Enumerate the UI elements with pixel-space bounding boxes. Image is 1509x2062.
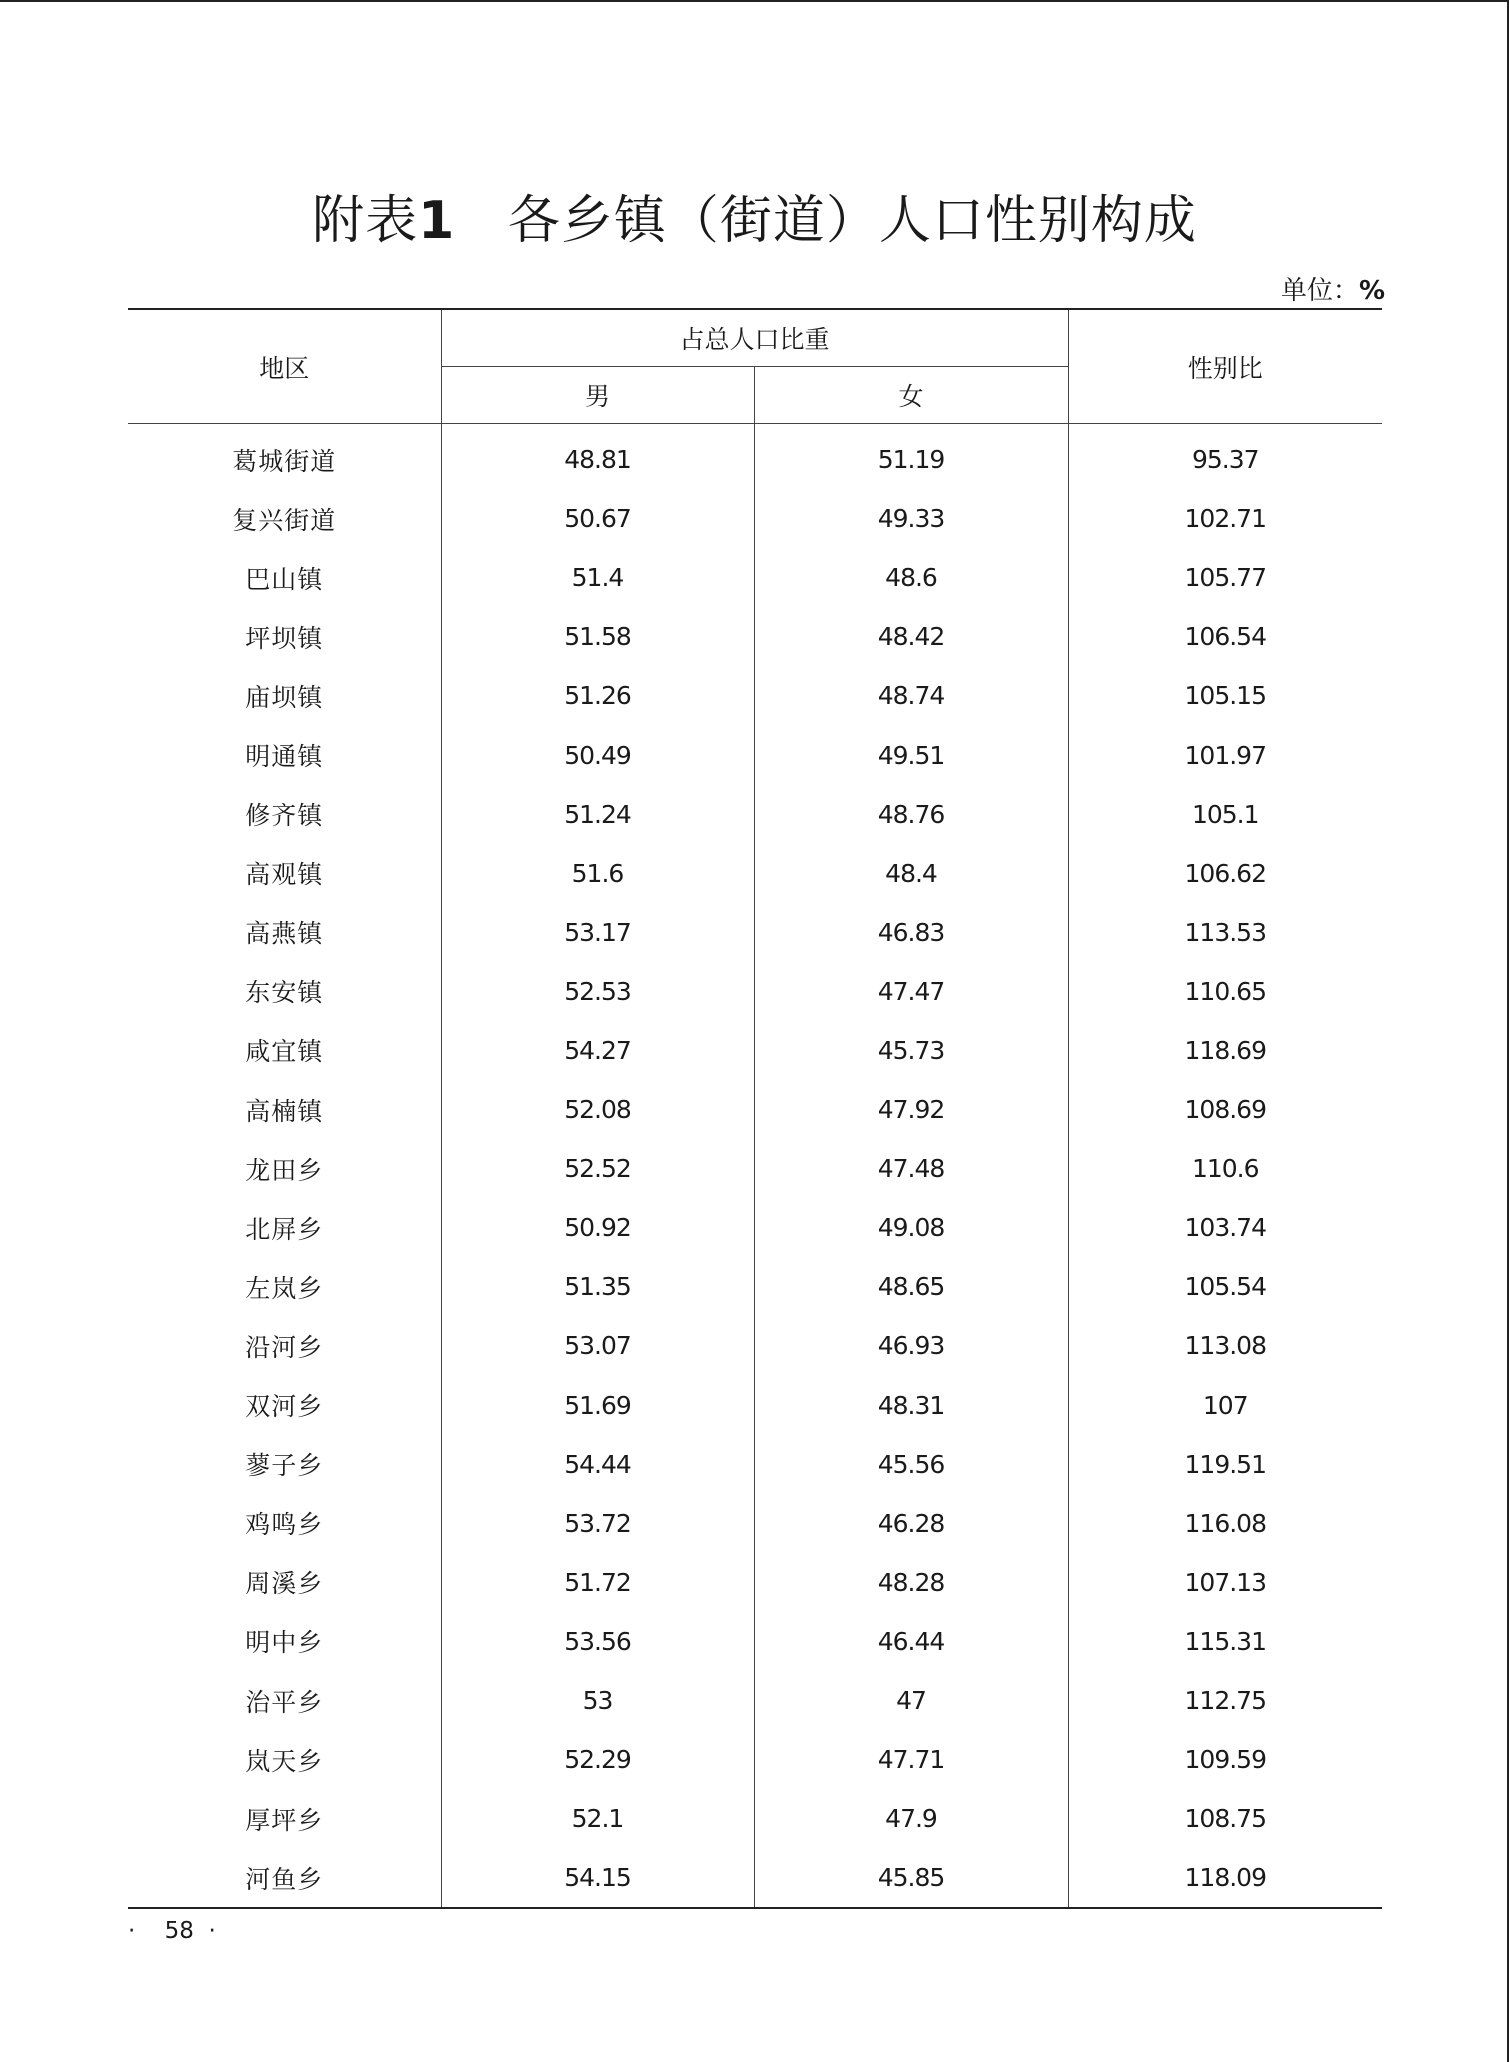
cell-region: 治平乡 — [245, 1687, 324, 1717]
unit-label-text: 单位： — [1280, 276, 1359, 306]
cell-male: 53.07 — [441, 1316, 754, 1375]
cell-male: 54.27 — [441, 1021, 754, 1080]
cell-region: 修齐镇 — [245, 801, 324, 831]
cell-female: 49.33 — [754, 489, 1068, 548]
cell-region: 巴山镇 — [245, 564, 324, 594]
cell-male: 50.49 — [441, 725, 754, 784]
cell-region: 高观镇 — [245, 860, 324, 890]
page-number-value: 58 — [164, 1918, 194, 1944]
title-text: 各乡镇（街道）人口性别构成 — [507, 191, 1197, 251]
table-body — [128, 424, 1382, 1909]
cell-female: 51.19 — [754, 424, 1068, 490]
cell-male: 51.72 — [441, 1553, 754, 1612]
cell-sex-ratio: 106.62 — [1068, 844, 1382, 903]
table-row — [128, 1139, 1382, 1198]
cell-region: 咸宜镇 — [245, 1037, 324, 1067]
cell-region: 龙田乡 — [245, 1155, 324, 1185]
cell-female: 48.4 — [754, 844, 1068, 903]
cell-region: 坪坝镇 — [245, 623, 324, 653]
table-row — [128, 607, 1382, 666]
cell-region: 葛城街道 — [232, 446, 337, 476]
cell-male: 51.26 — [441, 666, 754, 725]
cell-sex-ratio: 118.09 — [1068, 1848, 1382, 1908]
cell-male: 48.81 — [441, 424, 754, 490]
cell-female: 48.65 — [754, 1257, 1068, 1316]
cell-male: 54.44 — [441, 1435, 754, 1494]
cell-female: 47.47 — [754, 962, 1068, 1021]
cell-sex-ratio: 108.75 — [1068, 1789, 1382, 1848]
cell-female: 47.9 — [754, 1789, 1068, 1848]
table-row — [128, 1671, 1382, 1730]
cell-male: 51.58 — [441, 607, 754, 666]
cell-male: 52.29 — [441, 1730, 754, 1789]
table-row — [128, 1730, 1382, 1789]
cell-female: 49.08 — [754, 1198, 1068, 1257]
cell-region: 蓼子乡 — [245, 1451, 324, 1481]
cell-sex-ratio: 113.53 — [1068, 903, 1382, 962]
cell-female: 48.28 — [754, 1553, 1068, 1612]
table-row — [128, 666, 1382, 725]
cell-sex-ratio: 113.08 — [1068, 1316, 1382, 1375]
table-row — [128, 1021, 1382, 1080]
cell-region: 沿河乡 — [245, 1332, 324, 1362]
cell-sex-ratio: 105.15 — [1068, 666, 1382, 725]
cell-male: 52.08 — [441, 1080, 754, 1139]
cell-region: 高楠镇 — [245, 1096, 324, 1126]
cell-region: 河鱼乡 — [128, 1848, 441, 1908]
cell-region: 庙坝镇 — [245, 682, 324, 712]
cell-female: 48.42 — [754, 607, 1068, 666]
cell-female: 45.73 — [754, 1021, 1068, 1080]
table-row — [128, 1435, 1382, 1494]
title-prefix: 附表 — [312, 191, 419, 251]
cell-sex-ratio: 102.71 — [1068, 489, 1382, 548]
cell-sex-ratio: 116.08 — [1068, 1494, 1382, 1553]
table-row — [128, 1257, 1382, 1316]
cell-sex-ratio: 107 — [1068, 1376, 1382, 1435]
cell-female: 45.85 — [754, 1848, 1068, 1908]
cell-female: 48.74 — [754, 666, 1068, 725]
cell-region: 周溪乡 — [245, 1569, 324, 1599]
cell-sex-ratio: 103.74 — [1068, 1198, 1382, 1257]
table-row — [128, 785, 1382, 844]
cell-male: 51.35 — [441, 1257, 754, 1316]
header-region: 地区 — [128, 309, 441, 424]
table-row — [128, 962, 1382, 1021]
unit-value: % — [1358, 276, 1385, 306]
cell-female: 46.28 — [754, 1494, 1068, 1553]
table-row — [128, 903, 1382, 962]
cell-male: 52.53 — [441, 962, 754, 1021]
cell-region: 明中乡 — [245, 1628, 324, 1658]
cell-sex-ratio: 110.65 — [1068, 962, 1382, 1021]
cell-sex-ratio: 115.31 — [1068, 1612, 1382, 1671]
table-row — [128, 1198, 1382, 1257]
cell-region: 厚坪乡 — [245, 1805, 324, 1835]
cell-female: 46.44 — [754, 1612, 1068, 1671]
cell-region: 双河乡 — [245, 1392, 324, 1422]
cell-female: 48.31 — [754, 1376, 1068, 1435]
cell-female: 46.93 — [754, 1316, 1068, 1375]
cell-female: 47.92 — [754, 1080, 1068, 1139]
unit-label — [1281, 270, 1385, 307]
page-title — [0, 178, 1509, 253]
cell-region: 高燕镇 — [245, 919, 324, 949]
title-number: 1 — [418, 191, 456, 251]
cell-male: 51.69 — [441, 1376, 754, 1435]
cell-male: 53.72 — [441, 1494, 754, 1553]
cell-male: 52.52 — [441, 1139, 754, 1198]
cell-region: 明通镇 — [245, 742, 324, 772]
cell-female: 46.83 — [754, 903, 1068, 962]
cell-male: 50.92 — [441, 1198, 754, 1257]
table-row — [128, 1789, 1382, 1848]
table-row — [128, 725, 1382, 784]
cell-male: 50.67 — [441, 489, 754, 548]
cell-sex-ratio: 109.59 — [1068, 1730, 1382, 1789]
header-sex-ratio: 性别比 — [1068, 309, 1382, 424]
cell-female: 47.71 — [754, 1730, 1068, 1789]
cell-sex-ratio: 110.6 — [1068, 1139, 1382, 1198]
cell-female: 48.76 — [754, 785, 1068, 844]
cell-female: 45.56 — [754, 1435, 1068, 1494]
table-row — [128, 1494, 1382, 1553]
cell-male: 51.4 — [441, 548, 754, 607]
table-row — [128, 1553, 1382, 1612]
table-row — [128, 1316, 1382, 1375]
page-number: · 58 · — [128, 1918, 216, 1944]
cell-male: 52.1 — [441, 1789, 754, 1848]
cell-sex-ratio: 105.77 — [1068, 548, 1382, 607]
table-row — [128, 489, 1382, 548]
table-row — [128, 424, 1382, 490]
table-row — [128, 1376, 1382, 1435]
cell-male: 53.56 — [441, 1612, 754, 1671]
cell-sex-ratio: 119.51 — [1068, 1435, 1382, 1494]
population-sex-table — [128, 308, 1382, 1909]
cell-female: 49.51 — [754, 725, 1068, 784]
cell-sex-ratio: 118.69 — [1068, 1021, 1382, 1080]
cell-male: 53 — [441, 1671, 754, 1730]
cell-sex-ratio: 105.54 — [1068, 1257, 1382, 1316]
cell-female: 47 — [754, 1671, 1068, 1730]
table-row — [128, 1080, 1382, 1139]
table-row — [128, 548, 1382, 607]
cell-sex-ratio: 108.69 — [1068, 1080, 1382, 1139]
cell-male: 53.17 — [441, 903, 754, 962]
table-row — [128, 844, 1382, 903]
cell-male: 51.24 — [441, 785, 754, 844]
cell-region: 东安镇 — [245, 978, 324, 1008]
cell-female: 47.48 — [754, 1139, 1068, 1198]
table-row — [128, 1612, 1382, 1671]
cell-region: 岚天乡 — [245, 1746, 324, 1776]
cell-sex-ratio: 106.54 — [1068, 607, 1382, 666]
table-row — [128, 1848, 1382, 1908]
cell-region: 北屏乡 — [245, 1214, 324, 1244]
cell-male: 51.6 — [441, 844, 754, 903]
header-share-group: 占总人口比重 — [441, 309, 1068, 367]
cell-sex-ratio: 112.75 — [1068, 1671, 1382, 1730]
header-male: 男 — [441, 367, 754, 424]
cell-sex-ratio: 101.97 — [1068, 725, 1382, 784]
cell-sex-ratio: 107.13 — [1068, 1553, 1382, 1612]
page-edge-top — [0, 0, 1509, 2]
cell-region: 左岚乡 — [245, 1273, 324, 1303]
header-female: 女 — [754, 367, 1068, 424]
cell-sex-ratio: 95.37 — [1068, 424, 1382, 490]
cell-region: 鸡鸣乡 — [245, 1510, 324, 1540]
cell-female: 48.6 — [754, 548, 1068, 607]
cell-sex-ratio: 105.1 — [1068, 785, 1382, 844]
cell-region: 复兴街道 — [232, 505, 337, 535]
cell-male: 54.15 — [441, 1848, 754, 1908]
